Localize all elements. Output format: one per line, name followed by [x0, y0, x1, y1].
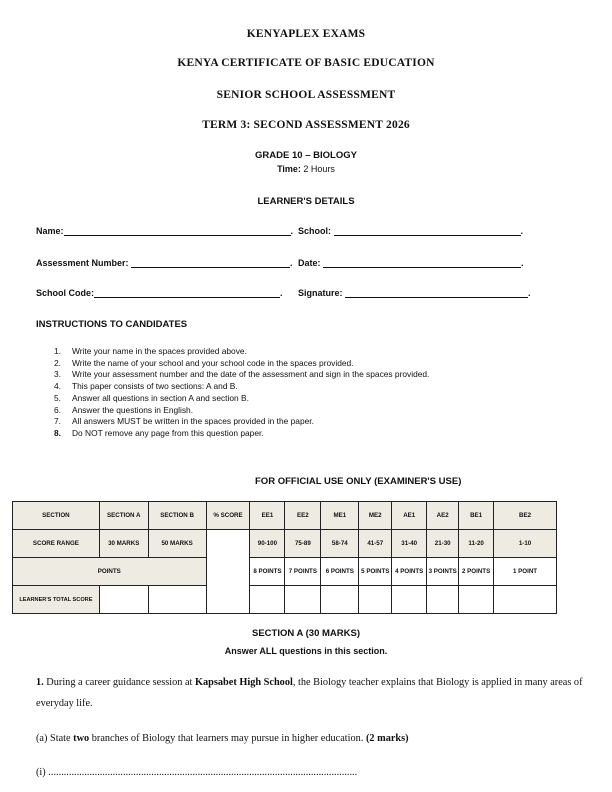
table-header-cell: BE1 [459, 502, 494, 530]
instruction-item: 8. Do NOT remove any page from this question paper. [54, 427, 264, 438]
score-range-row [13, 530, 557, 558]
table-header-cell: % SCORE [206, 502, 250, 530]
name-row: Name: . [36, 226, 294, 236]
table-header-row [13, 502, 557, 530]
signature-row: Signature: . [298, 288, 531, 298]
table-header-cell: SECTION [13, 502, 100, 530]
score-cell[interactable] [321, 586, 359, 614]
section-a-subtitle: Answer ALL questions in this section. [224, 646, 388, 656]
total-score-row [13, 586, 557, 614]
score-cell[interactable] [359, 586, 392, 614]
instruction-item: 4. This paper consists of two sections: A and B. [54, 381, 238, 392]
points-cell: 8 POINTS [250, 558, 285, 586]
total-score-label: LEARNER'S TOTAL SCORE [13, 586, 100, 614]
question-text: During a career guidance session at [43, 677, 195, 688]
assessment-number-input-line[interactable] [131, 258, 290, 268]
signature-label: Signature: [298, 288, 343, 298]
school-code-input-line[interactable] [94, 288, 280, 298]
score-cell[interactable] [494, 586, 557, 614]
name-input-line[interactable] [64, 226, 291, 236]
school-input-line[interactable] [334, 226, 521, 236]
school-row: School: . [298, 226, 524, 236]
range-cell: 21-30 [427, 530, 459, 558]
school-name: Kapsabet High School [194, 677, 293, 688]
time-line [0, 164, 612, 174]
date-input-line[interactable] [323, 258, 521, 268]
name-label: Name: [36, 226, 64, 236]
question-number: 1. [36, 677, 44, 688]
section-a-score-cell[interactable] [99, 586, 148, 614]
points-cell: 3 POINTS [427, 558, 459, 586]
question-1 [36, 672, 606, 714]
score-cell[interactable] [459, 586, 494, 614]
score-cell[interactable] [285, 586, 321, 614]
points-label: POINTS [13, 558, 207, 586]
question-1a: (a) State two branches of Biology that learners may pursue in higher education. (2 marks) [36, 733, 409, 744]
signature-input-line[interactable] [345, 288, 528, 298]
section-a-title: SECTION A (30 MARKS) [251, 628, 361, 639]
table-header-cell: EE2 [285, 502, 321, 530]
table-header-cell: SECTION B [148, 502, 206, 530]
date-row: Date: . [298, 258, 524, 268]
grade-subject: GRADE 10 – BIOLOGY [255, 150, 357, 161]
assessment-title: SENIOR SCHOOL ASSESSMENT [216, 89, 396, 101]
score-cell[interactable] [392, 586, 427, 614]
points-row [13, 558, 557, 586]
official-use-title: FOR OFFICIAL USE ONLY (EXAMINER'S USE) [255, 476, 462, 487]
range-cell: 1-10 [494, 530, 557, 558]
range-cell: 31-40 [392, 530, 427, 558]
range-cell: 90-100 [250, 530, 285, 558]
table-header-cell: ME1 [321, 502, 359, 530]
learner-details-title: LEARNER'S DETAILS [257, 196, 355, 207]
range-cell: 11-20 [459, 530, 494, 558]
instructions-list [54, 346, 429, 440]
range-cell: 41-57 [359, 530, 392, 558]
points-cell: 7 POINTS [285, 558, 321, 586]
points-cell: 1 POINT [494, 558, 557, 586]
instruction-item: 7. All answers MUST be written in the spaces provided in the paper. [54, 416, 314, 427]
time-value: 2 Hours [303, 164, 335, 174]
school-label: School: [298, 226, 331, 236]
table-header-cell: SECTION A [99, 502, 148, 530]
time-label: Time: [277, 164, 301, 174]
school-code-row: School Code: . [36, 288, 283, 298]
points-cell: 5 POINTS [359, 558, 392, 586]
score-range-label: SCORE RANGE [13, 530, 100, 558]
official-use-table [12, 501, 557, 614]
school-code-label: School Code: [36, 288, 94, 298]
term-title: TERM 3: SECOND ASSESSMENT 2026 [202, 119, 410, 131]
score-cell[interactable] [427, 586, 459, 614]
instruction-item: 6. Answer the questions in English. [54, 404, 194, 415]
table-header-cell: BE2 [494, 502, 557, 530]
answer-line-i[interactable]: (i) ........................................................................................................................ [36, 767, 358, 778]
section-a-marks: 30 MARKS [99, 530, 148, 558]
range-cell: 75-89 [285, 530, 321, 558]
section-b-score-cell[interactable] [148, 586, 206, 614]
table-header-cell: ME2 [359, 502, 392, 530]
score-cell[interactable] [250, 586, 285, 614]
assessment-number-label: Assessment Number: [36, 258, 129, 268]
instructions-title: INSTRUCTIONS TO CANDIDATES [36, 319, 188, 330]
exam-org: KENYAPLEX EXAMS [246, 28, 366, 40]
instruction-item: 2. Write the name of your school and your school code in the spaces provided. [54, 357, 354, 368]
points-cell: 4 POINTS [392, 558, 427, 586]
certificate-title: KENYA CERTIFICATE OF BASIC EDUCATION [177, 57, 435, 69]
date-label: Date: [298, 258, 321, 268]
instruction-item: 1. Write your name in the spaces provided above. [54, 346, 247, 356]
instruction-item: 5. Answer all questions in section A and section B. [54, 392, 249, 403]
points-cell: 6 POINTS [321, 558, 359, 586]
percent-score-cell[interactable] [206, 530, 250, 614]
section-b-marks: 50 MARKS [148, 530, 206, 558]
assessment-number-row: Assessment Number: . [36, 258, 293, 268]
instruction-item: 3. Write your assessment number and the date of the assessment and sign in the spaces provided. [54, 369, 430, 380]
table-header-cell: EE1 [250, 502, 285, 530]
table-header-cell: AE2 [427, 502, 459, 530]
question-text: , the Biology teacher explains that Biology is applied in many areas of everyday life. [36, 677, 583, 709]
range-cell: 58-74 [321, 530, 359, 558]
table-header-cell: AE1 [392, 502, 427, 530]
points-cell: 2 POINTS [459, 558, 494, 586]
marks-label: (2 marks) [365, 733, 409, 744]
